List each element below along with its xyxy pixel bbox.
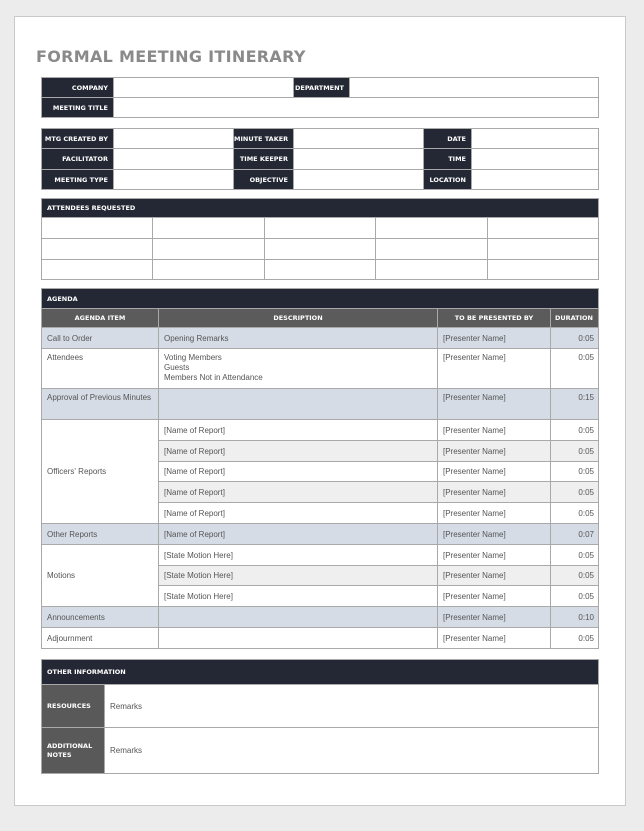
attendee-cell[interactable] <box>376 260 487 280</box>
meeting-type-field[interactable] <box>114 170 234 190</box>
meeting-type-label: MEETING TYPE <box>42 170 114 190</box>
department-field[interactable] <box>350 78 599 98</box>
attendee-cell[interactable] <box>153 218 264 239</box>
other-info-table <box>41 659 599 774</box>
agenda-duration[interactable]: 0:15 <box>551 389 599 420</box>
department-label: DEPARTMENT <box>294 78 350 98</box>
agenda-presenter[interactable]: [Presenter Name] <box>438 389 551 420</box>
agenda-duration[interactable]: 0:05 <box>551 566 599 586</box>
location-label: LOCATION <box>424 170 472 190</box>
attendee-cell[interactable] <box>264 260 375 280</box>
agenda-presenter[interactable]: [Presenter Name] <box>438 328 551 349</box>
agenda-item: Approval of Previous Minutes <box>42 389 159 420</box>
agenda-description[interactable]: [Name of Report] <box>159 503 438 524</box>
agenda-duration[interactable]: 0:10 <box>551 607 599 628</box>
agenda-duration[interactable]: 0:07 <box>551 524 599 545</box>
description-line: Members Not in Attendance <box>164 373 263 382</box>
agenda-duration[interactable]: 0:05 <box>551 441 599 462</box>
agenda-presenter[interactable]: [Presenter Name] <box>438 441 551 462</box>
header-table <box>41 77 599 118</box>
agenda-description[interactable]: Opening Remarks <box>159 328 438 349</box>
other-info-header: OTHER INFORMATION <box>42 660 599 685</box>
agenda-description[interactable]: [Name of Report] <box>159 420 438 441</box>
col-description: DESCRIPTION <box>159 309 438 328</box>
agenda-presenter[interactable]: [Presenter Name] <box>438 420 551 441</box>
resources-label: RESOURCES <box>42 685 105 728</box>
page-title: FORMAL MEETING ITINERARY <box>36 47 306 66</box>
agenda-presenter[interactable]: [Presenter Name] <box>438 607 551 628</box>
description-line: Voting Members <box>164 353 222 362</box>
agenda-table <box>41 288 599 649</box>
mtg-created-by-field[interactable] <box>114 129 234 149</box>
attendee-cell[interactable] <box>376 218 487 239</box>
agenda-duration[interactable]: 0:05 <box>551 545 599 566</box>
facilitator-field[interactable] <box>114 149 234 170</box>
agenda-duration[interactable]: 0:05 <box>551 420 599 441</box>
time-keeper-label: TIME KEEPER <box>234 149 294 170</box>
additional-notes-label: ADDITIONAL NOTES <box>42 728 105 774</box>
agenda-description[interactable] <box>159 389 438 420</box>
agenda-presenter[interactable]: [Presenter Name] <box>438 503 551 524</box>
description-line: Guests <box>164 363 190 372</box>
agenda-item: Call to Order <box>42 328 159 349</box>
agenda-duration[interactable]: 0:05 <box>551 482 599 503</box>
agenda-description[interactable]: [Name of Report] <box>159 524 438 545</box>
attendee-cell[interactable] <box>376 239 487 260</box>
company-label: COMPANY <box>42 78 114 98</box>
attendees-header: ATTENDEES REQUESTED <box>42 199 599 218</box>
attendee-cell[interactable] <box>153 260 264 280</box>
minute-taker-label: MINUTE TAKER <box>234 129 294 149</box>
agenda-description[interactable]: [State Motion Here] <box>159 566 438 586</box>
objective-label: OBJECTIVE <box>234 170 294 190</box>
additional-notes-field[interactable]: Remarks <box>105 728 599 774</box>
agenda-description[interactable] <box>159 628 438 649</box>
agenda-item: Other Reports <box>42 524 159 545</box>
agenda-duration[interactable]: 0:05 <box>551 586 599 607</box>
company-field[interactable] <box>114 78 294 98</box>
agenda-item: Announcements <box>42 607 159 628</box>
agenda-presenter[interactable]: [Presenter Name] <box>438 482 551 503</box>
agenda-description[interactable]: [State Motion Here] <box>159 586 438 607</box>
resources-field[interactable]: Remarks <box>105 685 599 728</box>
agenda-presenter[interactable]: [Presenter Name] <box>438 586 551 607</box>
agenda-presenter[interactable]: [Presenter Name] <box>438 349 551 389</box>
agenda-item: Officers' Reports <box>42 420 159 524</box>
minute-taker-field[interactable] <box>294 129 424 149</box>
agenda-presenter[interactable]: [Presenter Name] <box>438 524 551 545</box>
attendee-cell[interactable] <box>153 239 264 260</box>
objective-field[interactable] <box>294 170 424 190</box>
attendee-cell[interactable] <box>42 260 153 280</box>
agenda-description[interactable] <box>159 349 438 389</box>
agenda-duration[interactable]: 0:05 <box>551 628 599 649</box>
attendee-cell[interactable] <box>487 260 598 280</box>
agenda-description[interactable] <box>159 607 438 628</box>
agenda-duration[interactable]: 0:05 <box>551 328 599 349</box>
attendee-cell[interactable] <box>42 239 153 260</box>
agenda-presenter[interactable]: [Presenter Name] <box>438 545 551 566</box>
agenda-duration[interactable]: 0:05 <box>551 349 599 389</box>
date-label: DATE <box>424 129 472 149</box>
time-field[interactable] <box>472 149 599 170</box>
agenda-item: Adjournment <box>42 628 159 649</box>
document-page <box>14 16 626 806</box>
attendee-cell[interactable] <box>42 218 153 239</box>
attendee-cell[interactable] <box>487 239 598 260</box>
attendee-cell[interactable] <box>487 218 598 239</box>
agenda-description[interactable]: [State Motion Here] <box>159 545 438 566</box>
time-keeper-field[interactable] <box>294 149 424 170</box>
attendee-cell[interactable] <box>264 218 375 239</box>
attendees-table <box>41 198 599 280</box>
meta-table <box>41 128 599 190</box>
col-agenda-item: AGENDA ITEM <box>42 309 159 328</box>
agenda-presenter[interactable]: [Presenter Name] <box>438 566 551 586</box>
col-presented-by: TO BE PRESENTED BY <box>438 309 551 328</box>
agenda-description[interactable]: [Name of Report] <box>159 462 438 482</box>
agenda-description[interactable]: [Name of Report] <box>159 441 438 462</box>
agenda-presenter[interactable]: [Presenter Name] <box>438 628 551 649</box>
date-field[interactable] <box>472 129 599 149</box>
agenda-presenter[interactable]: [Presenter Name] <box>438 462 551 482</box>
agenda-item: Attendees <box>42 349 159 389</box>
agenda-duration[interactable]: 0:05 <box>551 462 599 482</box>
meeting-title-label: MEETING TITLE <box>42 98 114 118</box>
location-field[interactable] <box>472 170 599 190</box>
time-label: TIME <box>424 149 472 170</box>
agenda-duration[interactable]: 0:05 <box>551 503 599 524</box>
mtg-created-by-label: MTG CREATED BY <box>42 129 114 149</box>
attendee-cell[interactable] <box>264 239 375 260</box>
col-duration: DURATION <box>551 309 599 328</box>
agenda-item: Motions <box>42 545 159 607</box>
agenda-header: AGENDA <box>42 289 599 309</box>
facilitator-label: FACILITATOR <box>42 149 114 170</box>
agenda-description[interactable]: [Name of Report] <box>159 482 438 503</box>
meeting-title-field[interactable] <box>114 98 599 118</box>
